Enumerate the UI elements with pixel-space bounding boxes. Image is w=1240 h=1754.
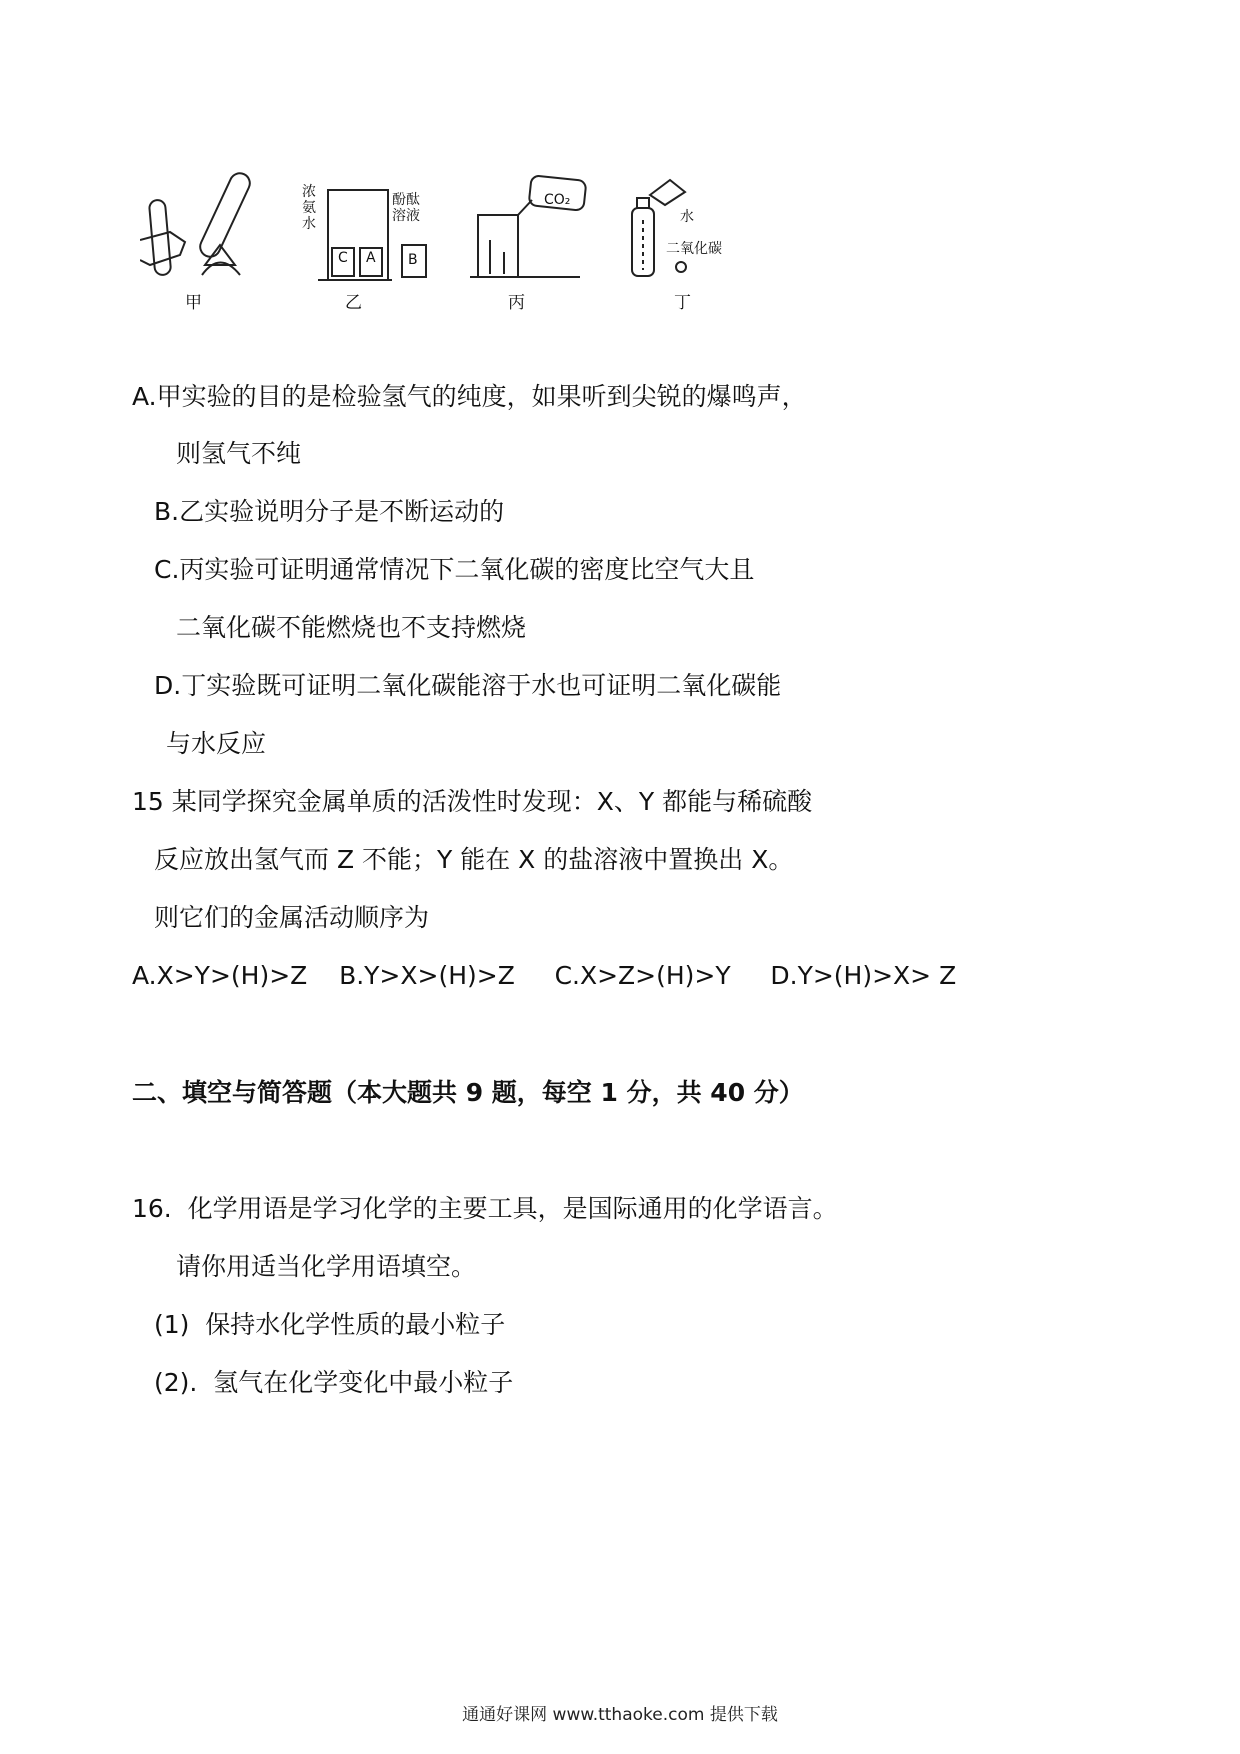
- yi-cup-b-label: B: [408, 252, 418, 268]
- option-c-line2: 二氧化碳不能燃烧也不支持燃烧: [176, 613, 527, 642]
- caption-bing: 丙: [508, 293, 525, 313]
- footer-watermark: 通通好课网 www.tthaoke.com 提供下载: [462, 1705, 778, 1725]
- question-16-item2: (2). 氢气在化学变化中最小粒子: [154, 1368, 514, 1397]
- yi-cup-c-label: C: [338, 250, 348, 266]
- question-15-line2: 反应放出氢气而 Z 不能；Y 能在 X 的盐溶液中置换出 X。: [154, 845, 794, 874]
- yi-ammonia-label: 浓氨水: [302, 184, 316, 232]
- question-15-options: A.X>Y>(H)>Z B.Y>X>(H)>Z C.X>Z>(H)>Y D.Y>(H)>X> Z: [132, 961, 957, 990]
- figure-ding-drawing: [632, 180, 686, 276]
- caption-jia: 甲: [185, 293, 202, 313]
- figure-bing-drawing: [470, 175, 586, 277]
- option-c-line1: C.丙实验可证明通常情况下二氧化碳的密度比空气大且: [154, 555, 755, 584]
- question-16-line1: 16. 化学用语是学习化学的主要工具，是国际通用的化学语言。: [132, 1194, 838, 1223]
- option-d-line1: D.丁实验既可证明二氧化碳能溶于水也可证明二氧化碳能: [154, 671, 782, 700]
- figure-jia-drawing: [140, 170, 253, 276]
- question-16-line2: 请你用适当化学用语填空。: [176, 1252, 477, 1281]
- option-d-line2: 与水反应: [166, 729, 267, 758]
- figures-svg: [140, 170, 840, 350]
- question-16-item1: (1) 保持水化学性质的最小粒子: [154, 1310, 506, 1339]
- section-heading: 二、填空与简答题（本大题共 9 题，每空 1 分，共 40 分）: [132, 1078, 804, 1107]
- question-15-line1: 15 某同学探究金属单质的活泼性时发现：X、Y 都能与稀硫酸: [132, 787, 813, 816]
- yi-phenolphthalein-label: 酚酞溶液: [392, 192, 420, 224]
- option-a-line2: 则氢气不纯: [176, 439, 302, 468]
- ding-co2-label: 二氧化碳: [666, 241, 722, 257]
- yi-cup-a-label: A: [366, 250, 376, 266]
- caption-yi: 乙: [345, 293, 362, 313]
- option-b: B.乙实验说明分子是不断运动的: [154, 497, 505, 526]
- caption-ding: 丁: [674, 293, 691, 313]
- ding-water-label: 水: [680, 209, 694, 225]
- bing-co2-label: CO₂: [544, 192, 571, 208]
- option-a-line1: A.甲实验的目的是检验氢气的纯度，如果听到尖锐的爆鸣声，: [132, 382, 807, 411]
- experiment-figures: [140, 170, 840, 350]
- question-15-line3: 则它们的金属活动顺序为: [154, 903, 430, 932]
